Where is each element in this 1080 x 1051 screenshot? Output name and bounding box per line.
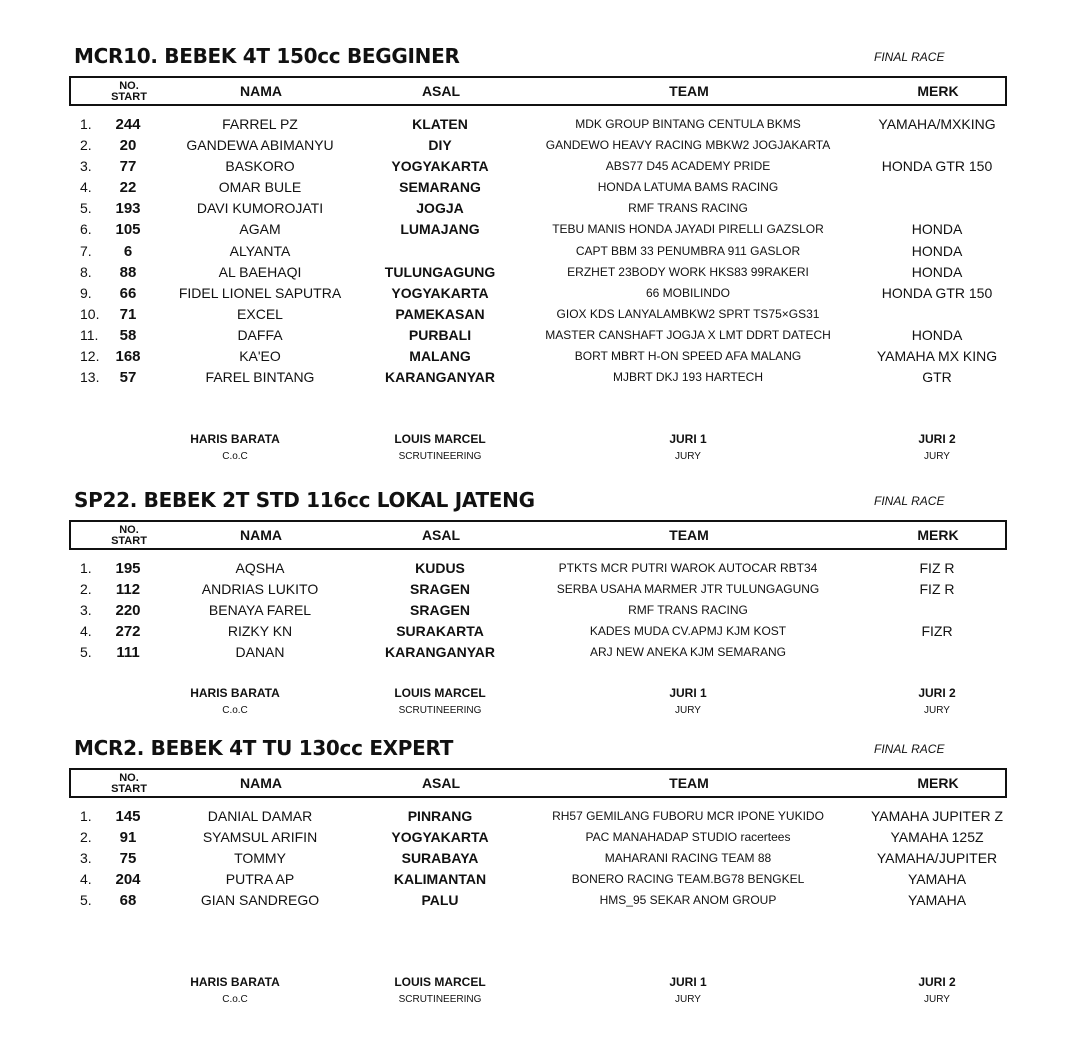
team-cell: ABS77 D45 ACADEMY PRIDE xyxy=(605,159,771,174)
officials-signature-block xyxy=(0,432,1080,472)
rider-name-cell: GANDEWA ABIMANYU xyxy=(186,137,334,154)
rider-name-cell: PUTRA AP xyxy=(225,871,295,888)
team-cell: HMS_95 SEKAR ANOM GROUP xyxy=(599,893,777,908)
table-row xyxy=(0,579,1080,600)
column-header-start: NO. START xyxy=(111,524,147,547)
brand-cell: HONDA xyxy=(911,242,963,259)
start-number-cell: 111 xyxy=(116,644,140,662)
table-row xyxy=(0,806,1080,827)
rank-cell: 2. xyxy=(80,581,92,598)
start-number-cell: 244 xyxy=(115,116,141,133)
origin-cell: KARANGANYAR xyxy=(385,644,495,661)
start-number-cell: 66 xyxy=(119,284,137,302)
start-number-cell: 68 xyxy=(119,892,137,910)
team-cell: HONDA LATUMA BAMS RACING xyxy=(597,180,779,195)
table-row xyxy=(0,262,1080,283)
table-row xyxy=(0,367,1080,388)
origin-cell: KALIMANTAN xyxy=(393,871,487,888)
results-table xyxy=(0,558,1080,663)
brand-cell: YAMAHA/MXKING xyxy=(878,116,996,132)
race-title: MCR2. BEBEK 4T TU 130cc EXPERT xyxy=(74,736,454,760)
table-row xyxy=(0,135,1080,156)
column-header-asal: ASAL xyxy=(421,527,461,543)
race-title: MCR10. BEBEK 4T 150cc BEGGINER xyxy=(74,44,460,68)
team-cell: ARJ NEW ANEKA KJM SEMARANG xyxy=(589,645,787,660)
official-jury-2: JURI 2 JURY xyxy=(918,975,956,1005)
rider-name-cell: BASKORO xyxy=(225,158,295,175)
official-jury-2: JURI 2 JURY xyxy=(918,686,956,716)
rank-cell: 13. xyxy=(80,369,100,386)
official-jury-1: JURI 1 JURY xyxy=(669,686,707,716)
brand-cell: YAMAHA JUPITER Z xyxy=(871,808,1003,824)
team-cell: PAC MANAHADAP STUDIO racertees xyxy=(585,830,791,845)
column-header-team: TEAM xyxy=(669,775,709,791)
official-jury-1: JURI 1 JURY xyxy=(669,975,707,1005)
team-cell: 66 MOBILINDO xyxy=(645,285,731,300)
table-row xyxy=(0,177,1080,198)
rank-cell: 6. xyxy=(80,221,92,238)
column-header-merk: MERK xyxy=(917,527,959,543)
table-row xyxy=(0,600,1080,621)
start-number-cell: 220 xyxy=(115,602,141,620)
rank-cell: 5. xyxy=(80,200,92,217)
team-cell: CAPT BBM 33 PENUMBRA 911 GASLOR xyxy=(575,243,801,258)
official-coc: HARIS BARATA C.o.C xyxy=(190,975,280,1005)
column-header-merk: MERK xyxy=(917,83,959,99)
rider-name-cell: SYAMSUL ARIFIN xyxy=(202,829,318,846)
origin-cell: KUDUS xyxy=(415,560,465,576)
brand-cell: FIZ R xyxy=(919,581,955,598)
column-header-start: NO. START xyxy=(111,772,147,795)
official-coc: HARIS BARATA C.o.C xyxy=(190,432,280,462)
race-stage-label: FINAL RACE xyxy=(874,50,945,64)
team-cell: MJBRT DKJ 193 HARTECH xyxy=(612,370,764,385)
table-row xyxy=(0,869,1080,890)
official-coc: HARIS BARATA C.o.C xyxy=(190,686,280,716)
rank-cell: 3. xyxy=(80,602,92,619)
start-number-cell: 58 xyxy=(119,326,137,344)
race-stage-label: FINAL RACE xyxy=(874,494,945,508)
origin-cell: KLATEN xyxy=(412,116,468,132)
origin-cell: PURBALI xyxy=(408,326,472,343)
start-number-cell: 272 xyxy=(115,623,141,641)
brand-cell: YAMAHA MX KING xyxy=(876,348,998,365)
start-number-cell: 20 xyxy=(119,137,137,155)
start-number-cell: 71 xyxy=(119,305,137,323)
table-row xyxy=(0,642,1080,663)
rider-name-cell: DANAN xyxy=(235,644,285,661)
start-number-cell: 77 xyxy=(119,158,137,176)
rank-cell: 3. xyxy=(80,158,92,175)
team-cell: GIOX KDS LANYALAMBKW2 SPRT TS75×GS31 xyxy=(556,306,820,321)
start-number-cell: 112 xyxy=(115,581,141,599)
table-row xyxy=(0,621,1080,642)
brand-cell: YAMAHA xyxy=(907,892,967,909)
start-number-cell: 168 xyxy=(115,348,141,366)
table-row xyxy=(0,198,1080,219)
rider-name-cell: AL BAEHAQI xyxy=(218,263,302,280)
column-header-team: TEAM xyxy=(669,527,709,543)
team-cell: TEBU MANIS HONDA JAYADI PIRELLI GAZSLOR xyxy=(552,222,824,237)
column-header-asal: ASAL xyxy=(421,775,461,791)
rider-name-cell: EXCEL xyxy=(237,305,283,322)
table-row xyxy=(0,114,1080,135)
team-cell: BONERO RACING TEAM.BG78 BENGKEL xyxy=(571,872,805,887)
origin-cell: PAMEKASAN xyxy=(395,305,485,322)
column-header-start: NO. START xyxy=(111,80,147,103)
column-header-nama: NAMA xyxy=(240,83,282,99)
rider-name-cell: BENAYA FAREL xyxy=(208,602,312,619)
rider-name-cell: FARREL PZ xyxy=(222,116,298,132)
officials-signature-block xyxy=(0,686,1080,726)
rider-name-cell: RIZKY KN xyxy=(227,623,293,640)
origin-cell: YOGYAKARTA xyxy=(391,829,489,846)
rank-cell: 3. xyxy=(80,850,92,867)
table-header xyxy=(69,520,1007,550)
rank-cell: 2. xyxy=(80,829,92,846)
brand-cell: YAMAHA/JUPITER xyxy=(876,850,998,867)
rank-cell: 5. xyxy=(80,644,92,661)
rank-cell: 1. xyxy=(80,560,92,576)
rider-name-cell: FIDEL LIONEL SAPUTRA xyxy=(178,284,342,301)
column-header-team: TEAM xyxy=(669,83,709,99)
origin-cell: TULUNGAGUNG xyxy=(384,263,496,280)
origin-cell: SRAGEN xyxy=(410,581,470,598)
rank-cell: 12. xyxy=(80,348,100,365)
origin-cell: JOGJA xyxy=(416,200,464,217)
team-cell: MAHARANI RACING TEAM 88 xyxy=(604,851,772,866)
official-jury-1: JURI 1 JURY xyxy=(669,432,707,462)
rank-cell: 2. xyxy=(80,137,92,154)
origin-cell: MALANG xyxy=(409,348,471,365)
column-header-merk: MERK xyxy=(917,775,959,791)
rider-name-cell: OMAR BULE xyxy=(218,179,302,196)
rider-name-cell: GIAN SANDREGO xyxy=(200,892,320,909)
start-number-cell: 75 xyxy=(119,850,137,868)
table-header xyxy=(69,768,1007,798)
origin-cell: SURAKARTA xyxy=(396,623,484,640)
team-cell: ERZHET 23BODY WORK HKS83 99RAKERI xyxy=(567,264,809,279)
start-number-cell: 91 xyxy=(119,829,137,847)
rank-cell: 1. xyxy=(80,116,92,132)
origin-cell: PALU xyxy=(421,892,459,909)
table-row xyxy=(0,890,1080,911)
table-row xyxy=(0,325,1080,346)
start-number-cell: 105 xyxy=(115,221,141,239)
start-number-cell: 145 xyxy=(115,808,141,825)
rank-cell: 4. xyxy=(80,623,92,640)
rank-cell: 4. xyxy=(80,871,92,888)
team-cell: RMF TRANS RACING xyxy=(628,603,748,618)
rider-name-cell: DANIAL DAMAR xyxy=(207,808,313,824)
rank-cell: 8. xyxy=(80,263,92,280)
start-number-cell: 88 xyxy=(119,263,137,281)
origin-cell: SURABAYA xyxy=(401,850,479,867)
team-cell: PTKTS MCR PUTRI WAROK AUTOCAR RBT34 xyxy=(558,561,818,575)
start-number-cell: 195 xyxy=(115,560,141,577)
table-row xyxy=(0,827,1080,848)
origin-cell: SEMARANG xyxy=(399,179,481,196)
team-cell: SERBA USAHA MARMER JTR TULUNGAGUNG xyxy=(556,582,820,597)
brand-cell: GTR xyxy=(922,369,952,386)
rank-cell: 7. xyxy=(80,242,92,259)
column-header-nama: NAMA xyxy=(240,527,282,543)
table-row xyxy=(0,156,1080,177)
brand-cell: HONDA xyxy=(911,263,963,280)
table-row xyxy=(0,346,1080,367)
official-scrutineering: LOUIS MARCEL SCRUTINEERING xyxy=(394,432,486,462)
table-row xyxy=(0,304,1080,325)
brand-cell: FIZ R xyxy=(919,560,955,576)
official-scrutineering: LOUIS MARCEL SCRUTINEERING xyxy=(394,975,486,1005)
start-number-cell: 193 xyxy=(115,200,141,218)
table-header xyxy=(69,76,1007,106)
team-cell: RH57 GEMILANG FUBORU MCR IPONE YUKIDO xyxy=(552,809,824,823)
origin-cell: YOGYAKARTA xyxy=(391,284,489,301)
brand-cell: HONDA GTR 150 xyxy=(881,284,993,301)
brand-cell: HONDA xyxy=(911,326,963,343)
table-row xyxy=(0,219,1080,240)
brand-cell: HONDA xyxy=(911,221,963,238)
team-cell: BORT MBRT H-ON SPEED AFA MALANG xyxy=(574,349,802,364)
rider-name-cell: AQSHA xyxy=(235,560,285,576)
start-number-cell: 204 xyxy=(115,871,141,889)
brand-cell: HONDA GTR 150 xyxy=(881,158,993,175)
rank-cell: 9. xyxy=(80,284,92,301)
origin-cell: PINRANG xyxy=(407,808,473,824)
table-row xyxy=(0,848,1080,869)
rider-name-cell: DAVI KUMOROJATI xyxy=(196,200,324,217)
rider-name-cell: ALYANTA xyxy=(229,242,291,259)
rank-cell: 11. xyxy=(80,326,99,343)
table-row xyxy=(0,558,1080,579)
official-jury-2: JURI 2 JURY xyxy=(918,432,956,462)
official-scrutineering: LOUIS MARCEL SCRUTINEERING xyxy=(394,686,486,716)
origin-cell: DIY xyxy=(428,137,452,154)
results-table xyxy=(0,114,1080,388)
rank-cell: 1. xyxy=(80,808,92,824)
rank-cell: 4. xyxy=(80,179,92,196)
table-row xyxy=(0,241,1080,262)
origin-cell: YOGYAKARTA xyxy=(391,158,489,175)
rank-cell: 10. xyxy=(80,305,100,322)
brand-cell: FIZR xyxy=(921,623,953,640)
start-number-cell: 6 xyxy=(123,242,133,260)
start-number-cell: 22 xyxy=(119,179,137,197)
brand-cell: YAMAHA 125Z xyxy=(890,829,984,846)
team-cell: KADES MUDA CV.APMJ KJM KOST xyxy=(589,624,787,639)
start-number-cell: 57 xyxy=(119,369,137,387)
race-stage-label: FINAL RACE xyxy=(874,742,945,756)
team-cell: MDK GROUP BINTANG CENTULA BKMS xyxy=(575,117,801,131)
origin-cell: LUMAJANG xyxy=(400,221,480,238)
table-row xyxy=(0,283,1080,304)
rider-name-cell: ANDRIAS LUKITO xyxy=(201,581,319,598)
team-cell: GANDEWO HEAVY RACING MBKW2 JOGJAKARTA xyxy=(545,138,831,153)
rider-name-cell: DAFFA xyxy=(237,326,283,343)
origin-cell: SRAGEN xyxy=(410,602,470,619)
column-header-asal: ASAL xyxy=(421,83,461,99)
rider-name-cell: KA'EO xyxy=(239,348,281,365)
rider-name-cell: TOMMY xyxy=(234,850,286,867)
column-header-nama: NAMA xyxy=(240,775,282,791)
rider-name-cell: FAREL BINTANG xyxy=(205,369,315,386)
race-title: SP22. BEBEK 2T STD 116cc LOKAL JATENG xyxy=(74,488,535,512)
rider-name-cell: AGAM xyxy=(239,221,281,238)
results-table xyxy=(0,806,1080,911)
officials-signature-block xyxy=(0,975,1080,1015)
team-cell: RMF TRANS RACING xyxy=(628,201,748,216)
rank-cell: 5. xyxy=(80,892,92,909)
team-cell: MASTER CANSHAFT JOGJA X LMT DDRT DATECH xyxy=(545,327,831,342)
brand-cell: YAMAHA xyxy=(907,871,967,888)
origin-cell: KARANGANYAR xyxy=(385,369,495,386)
